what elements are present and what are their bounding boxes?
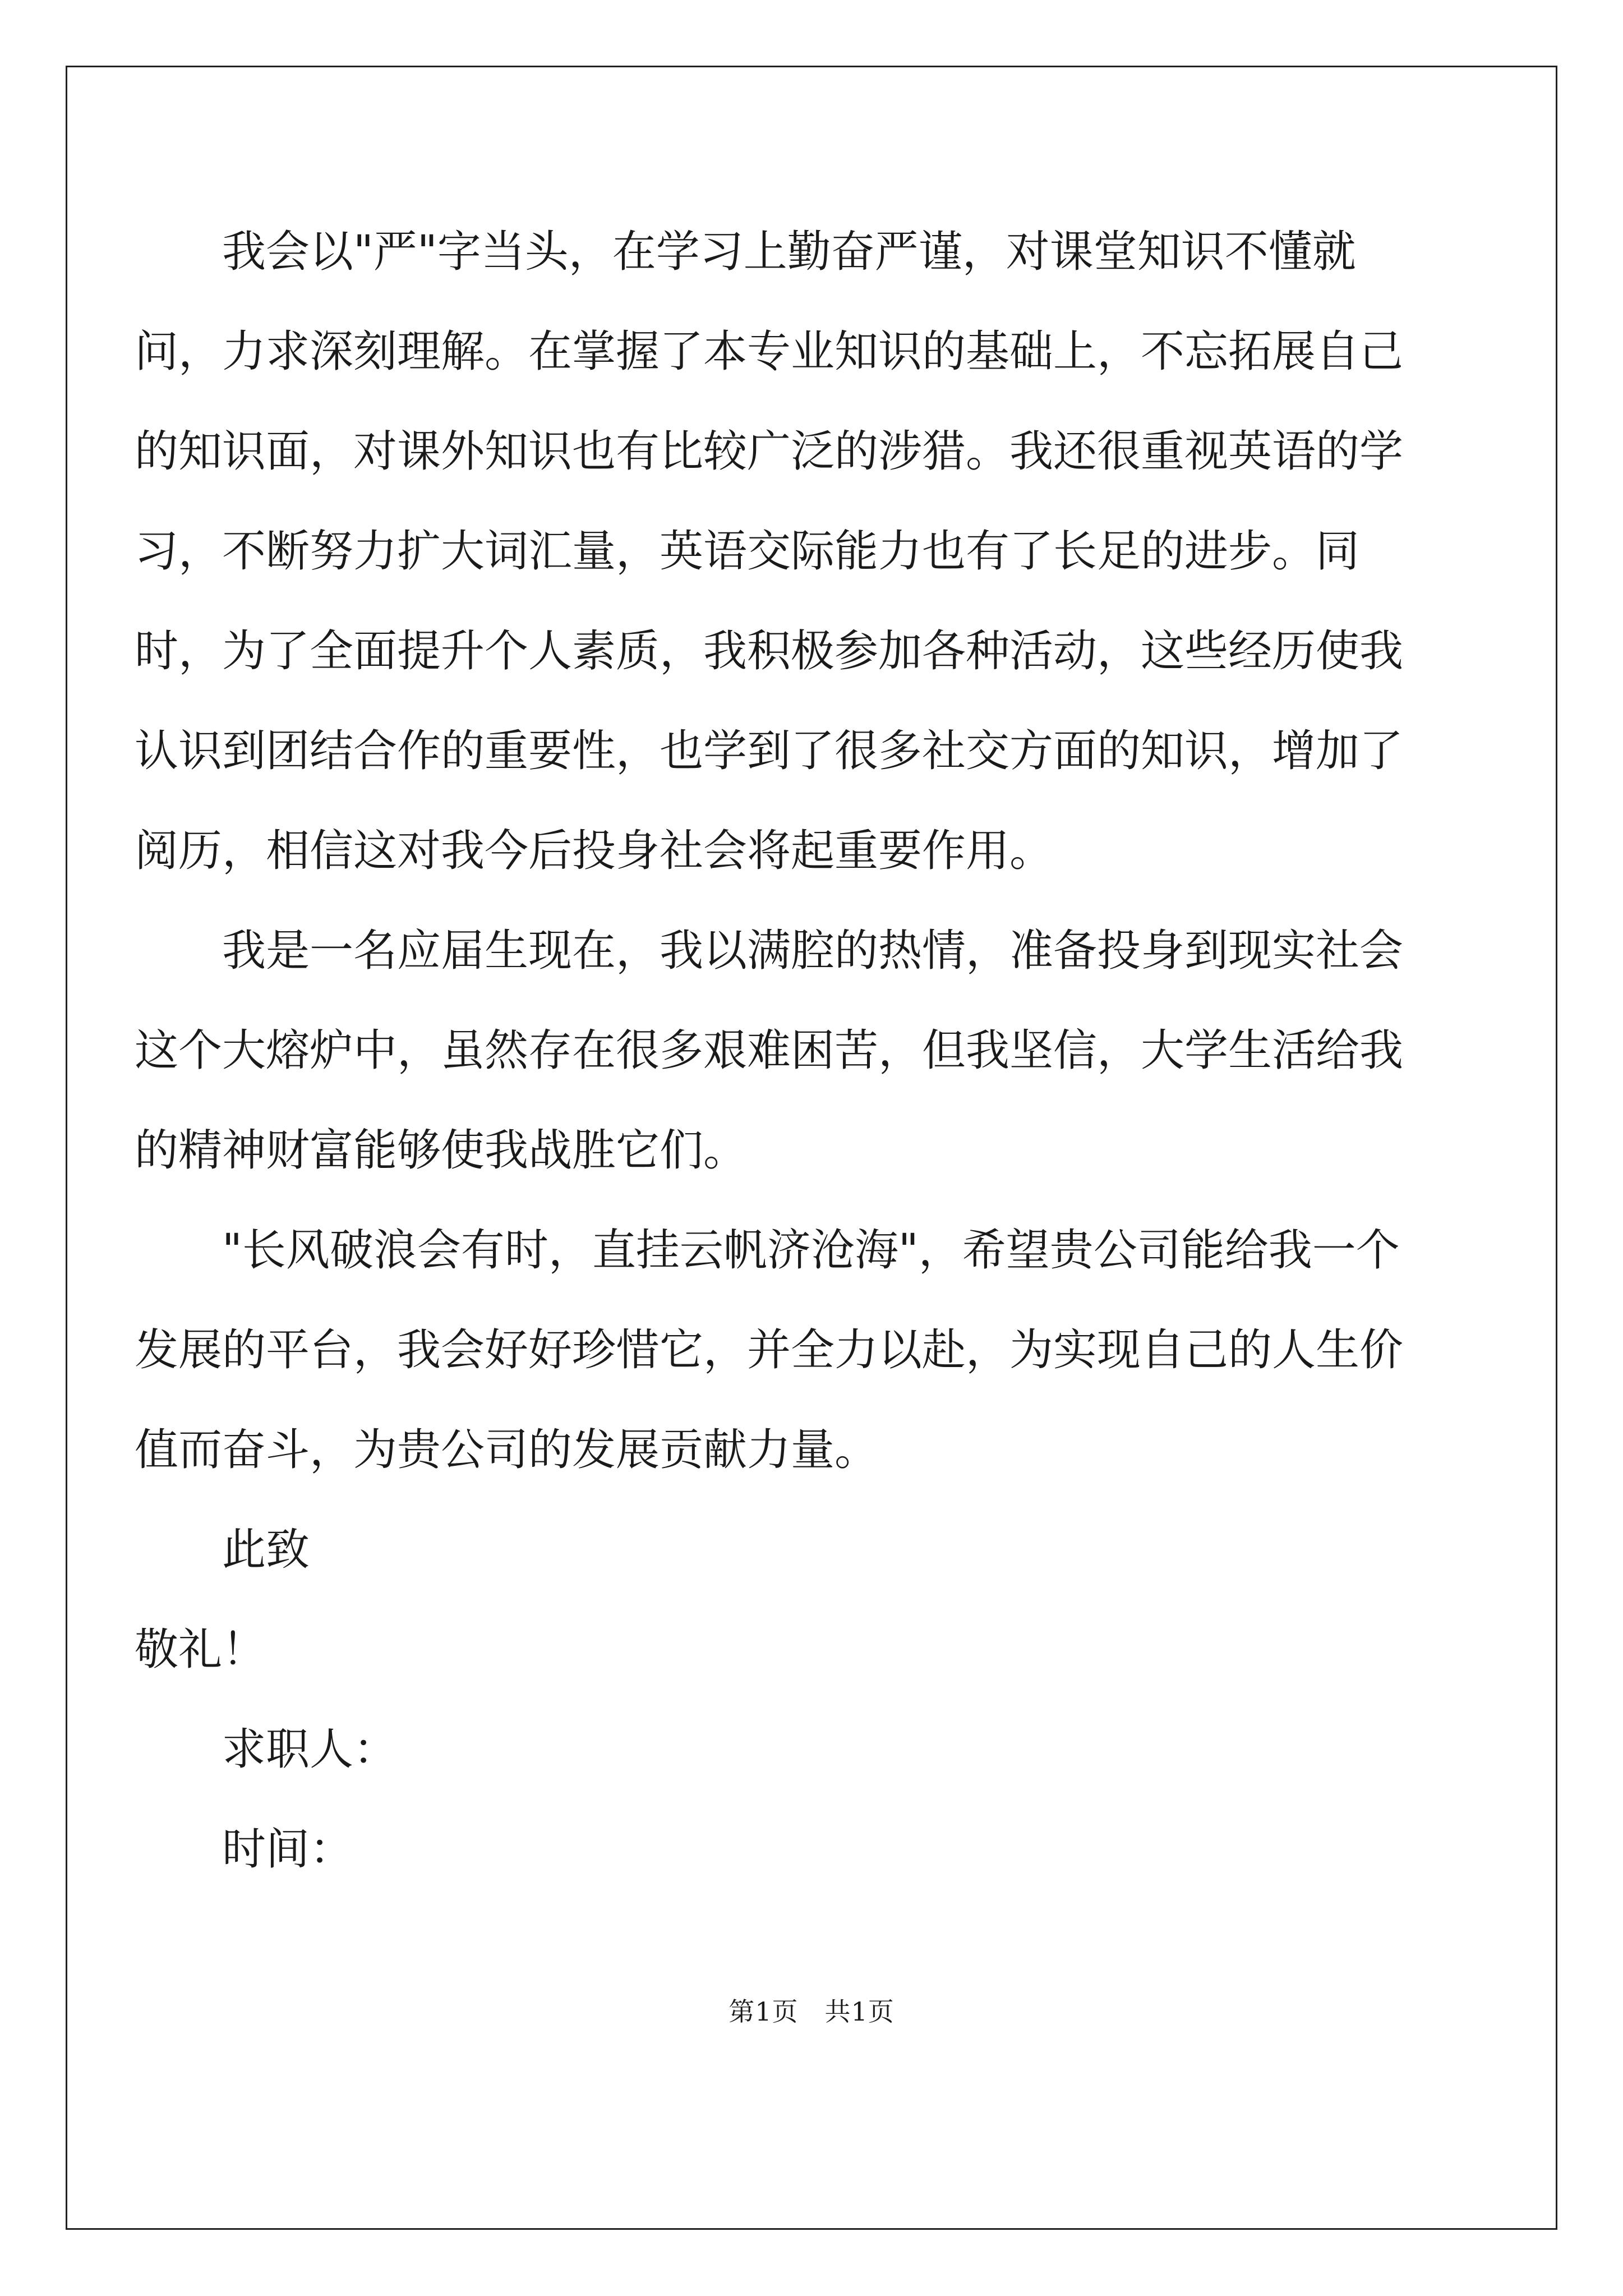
page-number: 第1页 共1页 [728, 1996, 895, 2027]
salutation-jingli: 敬礼！ [135, 1625, 266, 1675]
applicant-label: 求职人： [222, 1724, 398, 1775]
paragraph-closing-quote: "长风破浪会有时，直挂云帆济沧海"，希望贵公司能给我一个发展的平台，我会好好珍惜它，并全力以赴，为实现自己的人生价值而奋斗，为贵公司的发展贡献力量。 [135, 1225, 1404, 1475]
letter-body [135, 202, 1436, 1899]
date-label: 时间： [222, 1824, 354, 1875]
salutation-cizhi: 此致 [222, 1525, 310, 1575]
paragraph-study: 我会以"严"字当头，在学习上勤奋严谨，对课堂知识不懂就问，力求深刻理解。在掌握了本专业知识的基础上，不忘拓展自己的知识面，对课外知识也有比较广泛的涉猎。我还很重视英语的学习，不断努力扩大词汇量，英语交际能力也有了长足的进步。同时，为了全面提升个人素质，我积极参加各种活动，这些经历使我认识到团结合作的重要性，也学到了很多社交方面的知识，增加了阅历，相信这对我今后投身社会将起重要作用。 [135, 227, 1404, 876]
paragraph-graduate: 我是一名应届生现在，我以满腔的热情，准备投身到现实社会这个大熔炉中，虽然存在很多艰难困苦，但我坚信，大学生活给我的精神财富能够使我战胜它们。 [135, 926, 1404, 1176]
